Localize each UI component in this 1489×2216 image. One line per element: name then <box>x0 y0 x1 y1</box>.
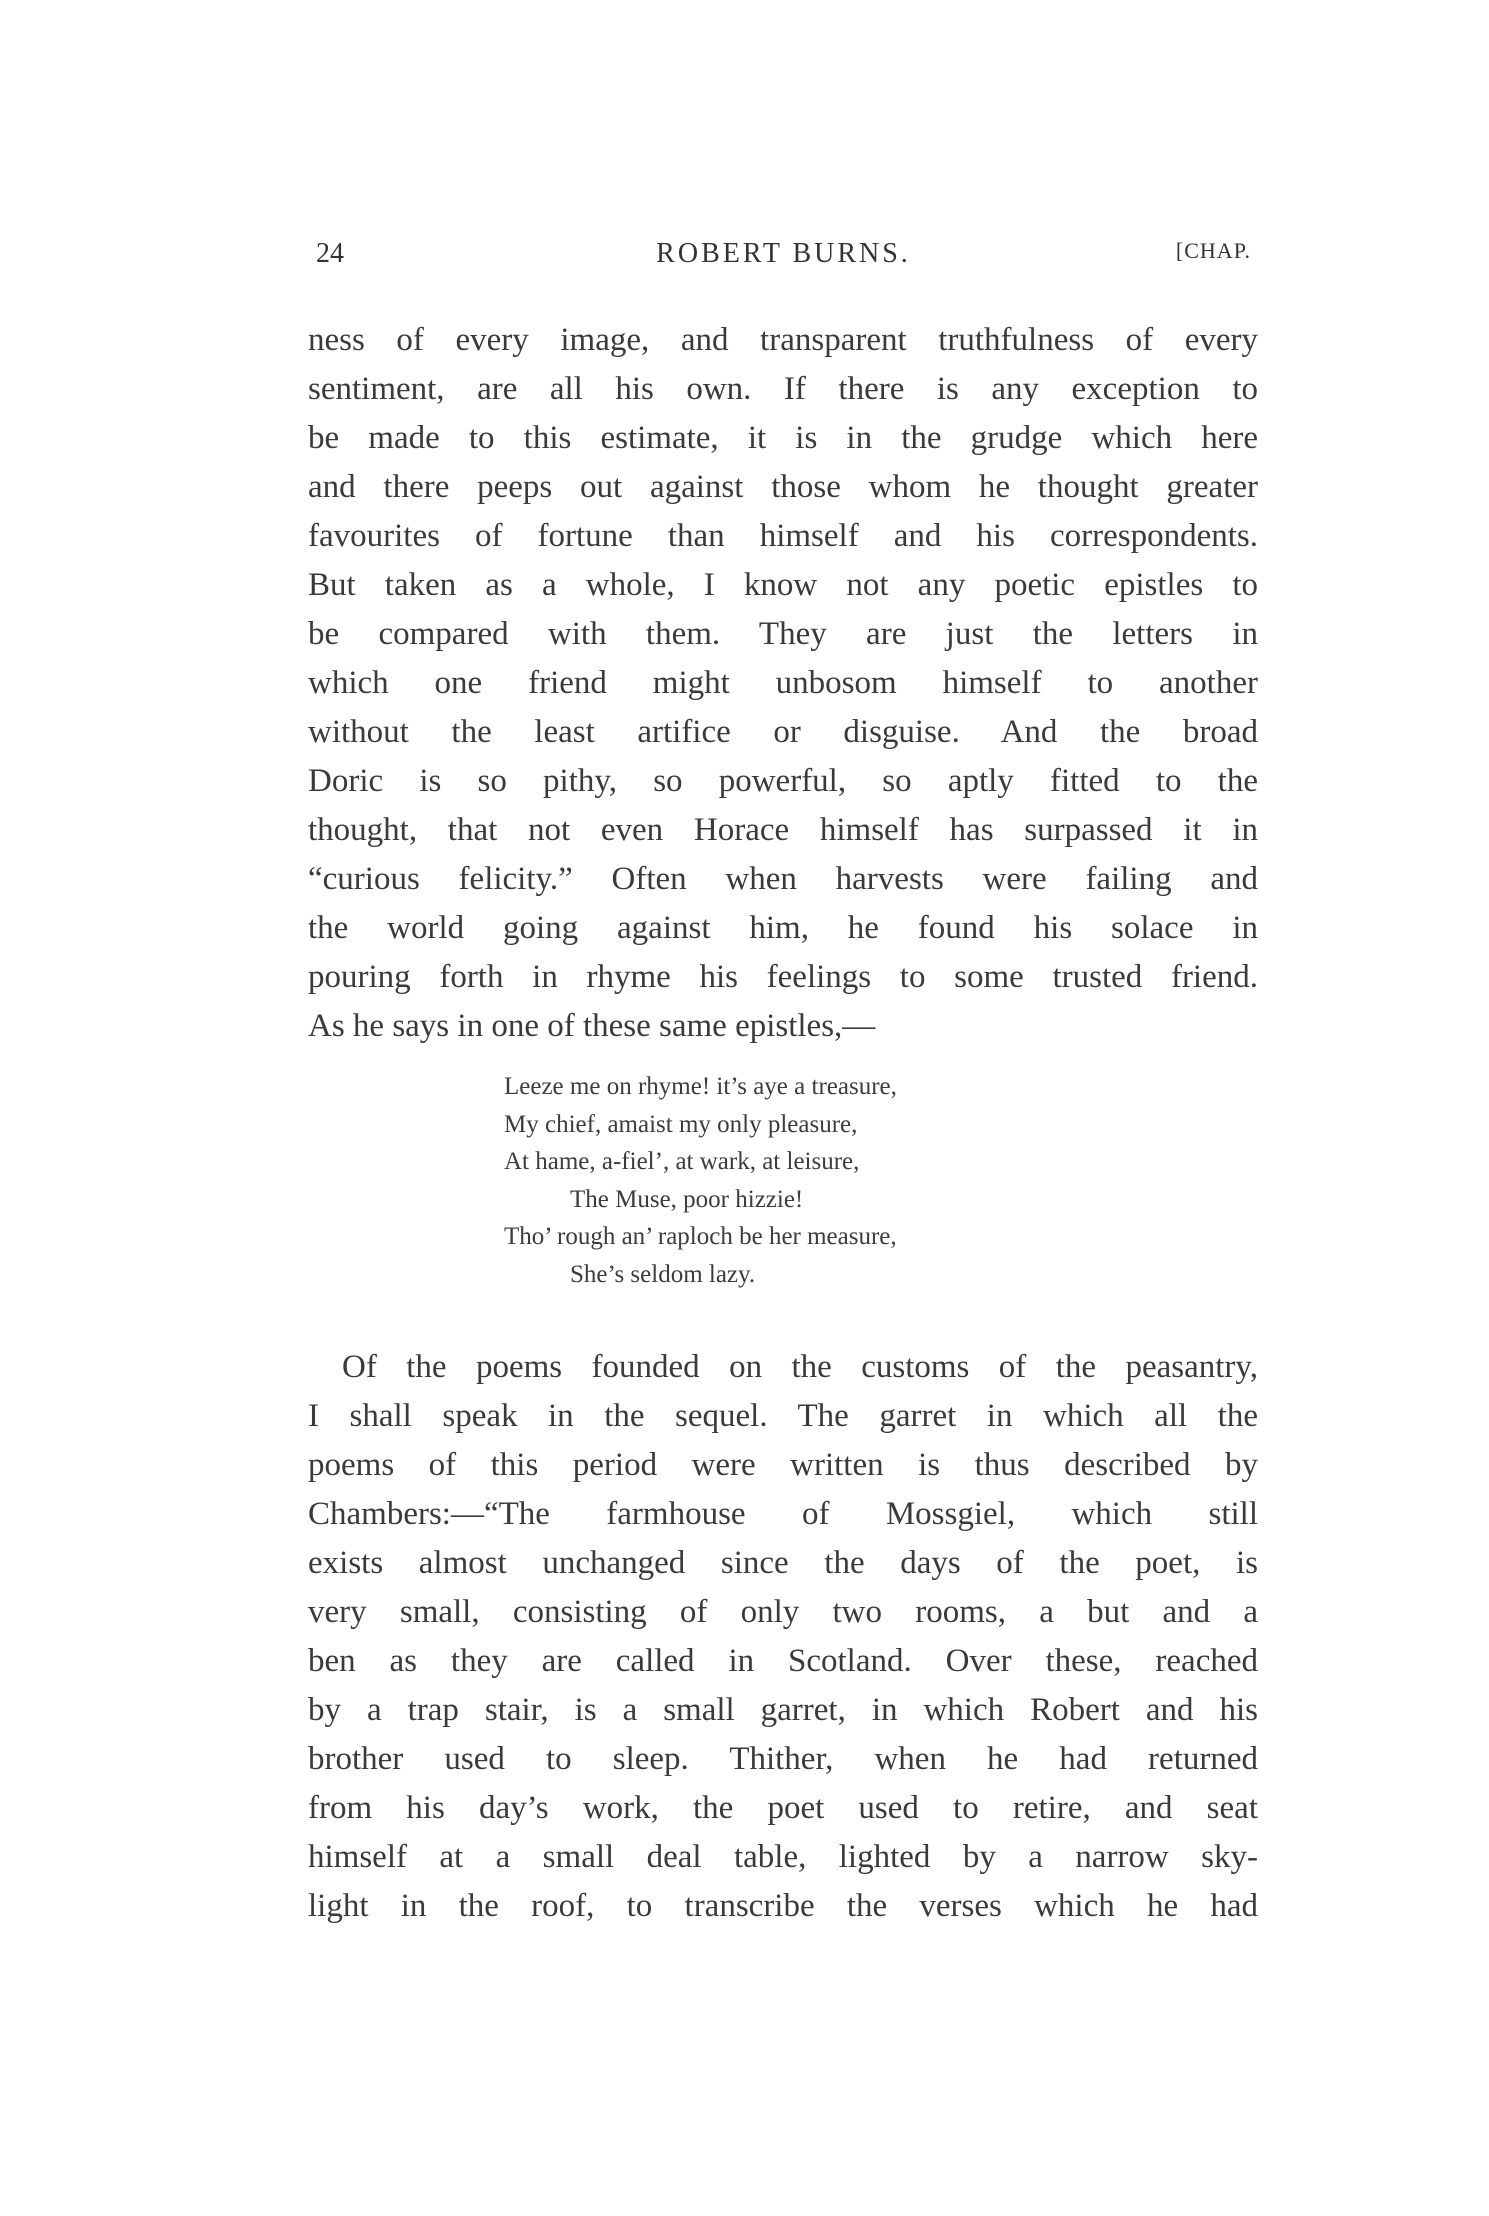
text-line: But taken as a whole, I know not any poetic epistles to <box>308 567 1258 603</box>
text-line: very small, consisting of only two rooms, a but and a <box>308 1594 1258 1630</box>
text-line: ben as they are called in Scotland. Over these, reached <box>308 1643 1258 1679</box>
text-line: ness of every image, and transparent truthfulness of every <box>308 322 1258 358</box>
verse-line: Leeze me on rhyme! it’s aye a treasure, <box>504 1073 897 1100</box>
text-line: As he says in one of these same epistles,— <box>308 1008 876 1044</box>
verse-line: My chief, amaist my only pleasure, <box>504 1110 858 1138</box>
verse-line: She’s seldom lazy. <box>570 1260 756 1288</box>
text-line: poems of this period were written is thus described by <box>308 1447 1258 1483</box>
text-line: and there peeps out against those whom he thought greater <box>308 469 1258 505</box>
running-title: ROBERT BURNS. <box>656 238 911 269</box>
text-line: “curious felicity.” Often when harvests were failing and <box>308 861 1258 897</box>
text-line: Doric is so pithy, so powerful, so aptly fitted to the <box>308 763 1258 799</box>
text-line: by a trap stair, is a small garret, in which Robert and his <box>308 1692 1258 1728</box>
text-line: I shall speak in the sequel. The garret in which all the <box>308 1398 1258 1434</box>
paragraph-1 <box>308 316 1258 1051</box>
text-line: Of the poems founded on the customs of the peasantry, <box>342 1349 1258 1385</box>
text-line: Chambers:—“The farmhouse of Mossgiel, which still <box>308 1496 1258 1532</box>
text-line: thought, that not even Horace himself has surpassed it in <box>308 812 1258 848</box>
text-line: light in the roof, to transcribe the verses which he had <box>308 1888 1258 1924</box>
text-line: himself at a small deal table, lighted by a narrow sky- <box>308 1839 1258 1875</box>
verse-line: The Muse, poor hizzie! <box>570 1185 804 1213</box>
text-line: the world going against him, he found his solace in <box>308 910 1258 946</box>
text-line: from his day’s work, the poet used to retire, and seat <box>308 1790 1258 1826</box>
text-line: sentiment, are all his own. If there is any exception to <box>308 371 1258 407</box>
paragraph-2 <box>308 1343 1258 1931</box>
verse-line: At hame, a-fiel’, at wark, at leisure, <box>504 1148 860 1175</box>
chapter-mark: [CHAP. <box>1175 238 1251 263</box>
text-line: brother used to sleep. Thither, when he had returned <box>308 1741 1258 1777</box>
page-header <box>316 238 1251 278</box>
text-line: be compared with them. They are just the letters in <box>308 616 1258 652</box>
text-line: be made to this estimate, it is in the grudge which here <box>308 420 1258 456</box>
verse-quotation <box>504 1068 897 1293</box>
page-number: 24 <box>316 238 344 269</box>
verse-line: Tho’ rough an’ raploch be her measure, <box>504 1223 897 1250</box>
text-line: without the least artifice or disguise. And the broad <box>308 714 1258 750</box>
text-line: pouring forth in rhyme his feelings to some trusted friend. <box>308 959 1258 995</box>
text-line: which one friend might unbosom himself to another <box>308 665 1258 701</box>
text-line: favourites of fortune than himself and his correspondents. <box>308 518 1258 554</box>
text-line: exists almost unchanged since the days of the poet, is <box>308 1545 1258 1581</box>
